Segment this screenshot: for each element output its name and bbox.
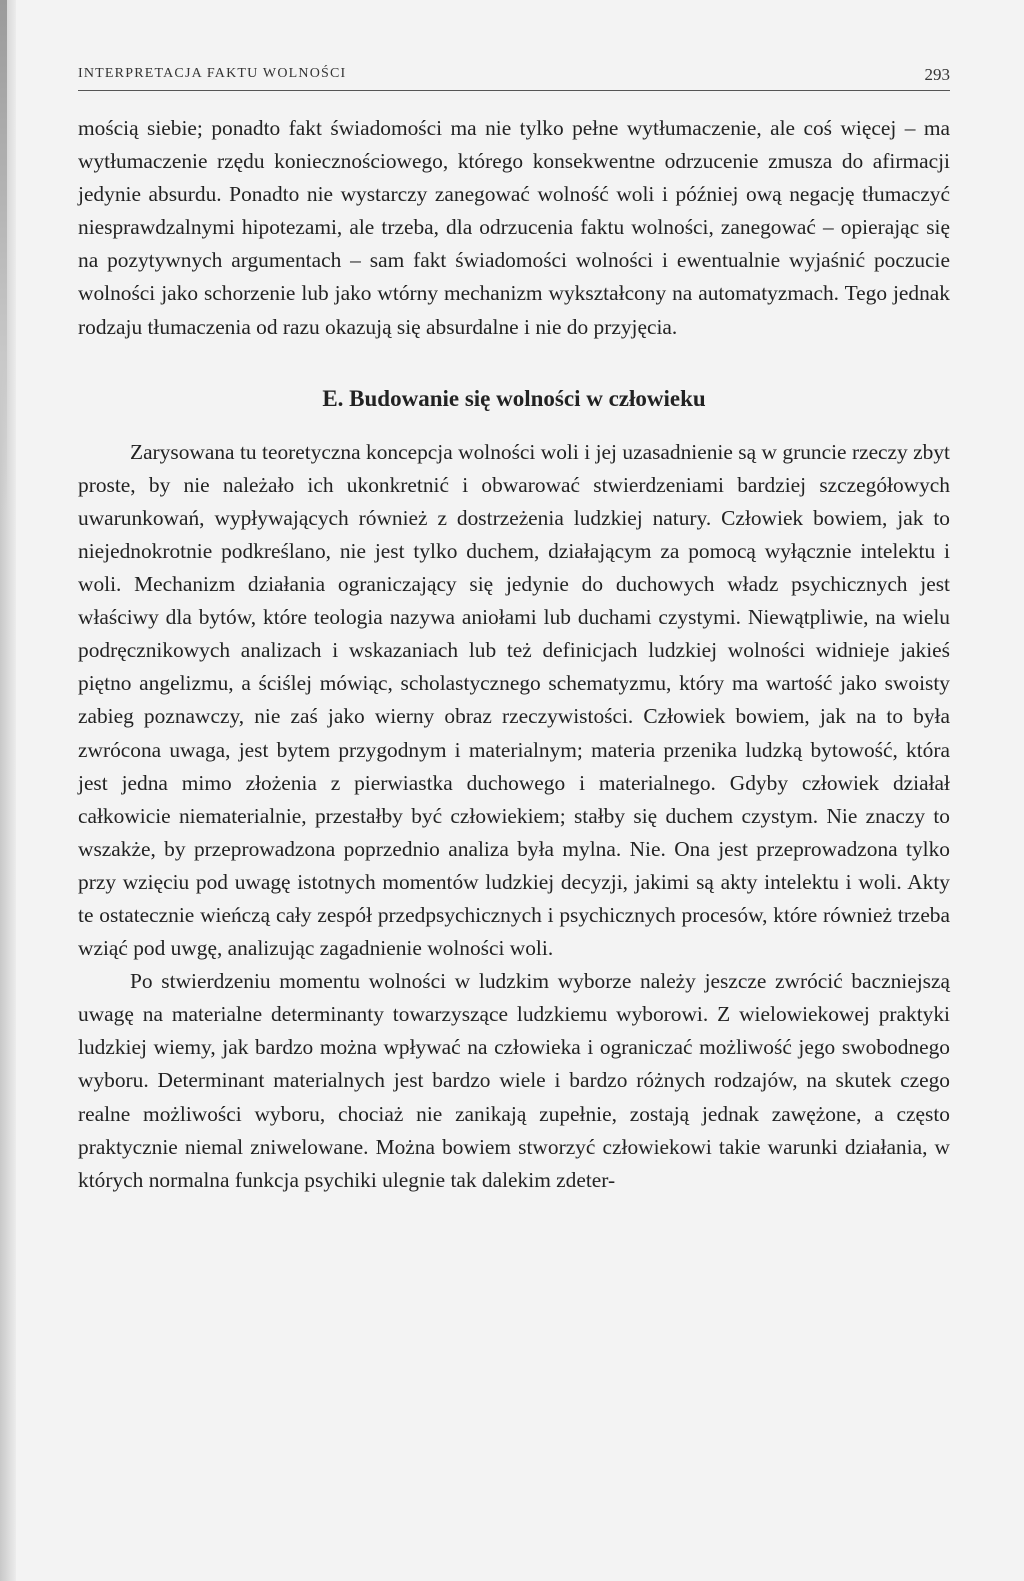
page-number: 293 [924,65,950,84]
section-number: E. [322,385,344,411]
paragraph: Zarysowana tu teoretyczna koncepcja wolności woli i jej uzasadnienie są w gruncie rzeczy zbyt proste, by nie należało ich ukonkretnić i obwarować stwierdzeniami bardziej szczegółowych uwarunkowań, wypływających również z dostrzeżenia ludzkiej natury. Człowiek bowiem, jak to niejednokrotnie podkreślano, nie jest tylko duchem, działającym za pomocą wyłącznie intelektu i woli. Mechanizm działania ograniczający się jedynie do duchowych władz psychicznych jest właściwy dla bytów, które teologia nazywa aniołami lub duchami czystymi. Niewątpliwie, na wielu podręcznikowych analizach i wskazaniach lub też definicjach ludzkiej wolności widnieje jakieś piętno angelizmu, a ściślej mówiąc, scholastycznego schematyzmu, który ma wartość jako swoisty zabieg poznawczy, nie zaś jako wierny obraz rzeczywistości. Człowiek bowiem, jak na to była zwrócona uwaga, jest bytem przygodnym i materialnym; materia przenika ludzką bytowość, która jest jedna mimo złożenia z pierwiastka duchowego i materialnego. Gdyby człowiek działał całkowicie niematerialnie, przestałby być człowiekiem; stałby się duchem czystym. Nie znaczy to wszakże, by przeprowadzona poprzednio analiza była mylna. Nie. Ona jest przeprowadzona tylko przy wzięciu pod uwagę istotnych momentów ludzkiej decyzji, jakimi są akty intelektu i woli. Akty te ostatecznie wieńczą cały zespół przedpsychicznych i psychicznych procesów, które również trzeba wziąć pod uwgę, analizując zagadnienie wolności woli. [78,439,950,961]
running-head-title: INTERPRETACJA FAKTU WOLNOŚCI [78,66,347,81]
page-gutter-edge [0,0,7,520]
section-title: Budowanie się wolności w człowieku [349,385,706,411]
section-heading [78,382,950,416]
running-head [78,64,950,91]
paragraph-continued: mością siebie; ponadto fakt świadomości ma nie tylko pełne wytłumaczenie, ale coś więcej – ma wytłumaczenie rzędu koniecznościowego, którego konsekwentne odrzucenie zmusza do afirmacji jedynie absurdu. Ponadto nie wystarczy zanegować wolność woli i później ową negację tłumaczyć niesprawdzalnymi hipotezami, ale trzeba, dla odrzucenia faktu wolności, zanegować – opierając się na pozytywnych argumentach – sam fakt świadomości wolności i ewentualnie wyjaśnić poczucie wolności jako schorzenie lub jako wtórny mechanizm wykształcony na automatyzmach. Tego jednak rodzaju tłumaczenia od razu okazują się absurdalne i nie do przyjęcia. [78,116,950,339]
paragraph: Po stwierdzeniu momentu wolności w ludzkim wyborze należy jeszcze zwrócić baczniejszą uwagę na materialne determinanty towarzyszące ludzkiemu wyborowi. Z wielowiekowej praktyki ludzkiej wiemy, jak bardzo można wpływać na człowieka i ograniczać możliwość jego swobodnego wyboru. Determinant materialnych jest bardzo wiele i bardzo różnych rodzajów, na skutek czego realne możliwości wyboru, chociaż nie zanikają zupełnie, zostają jednak zawężone, a często praktycznie niemal zniwelowane. Można bowiem stworzyć człowiekowi takie warunki działania, w których normalna funkcja psychiki ulegnie tak dalekim zdeter- [78,969,950,1192]
body-text [78,112,950,1197]
